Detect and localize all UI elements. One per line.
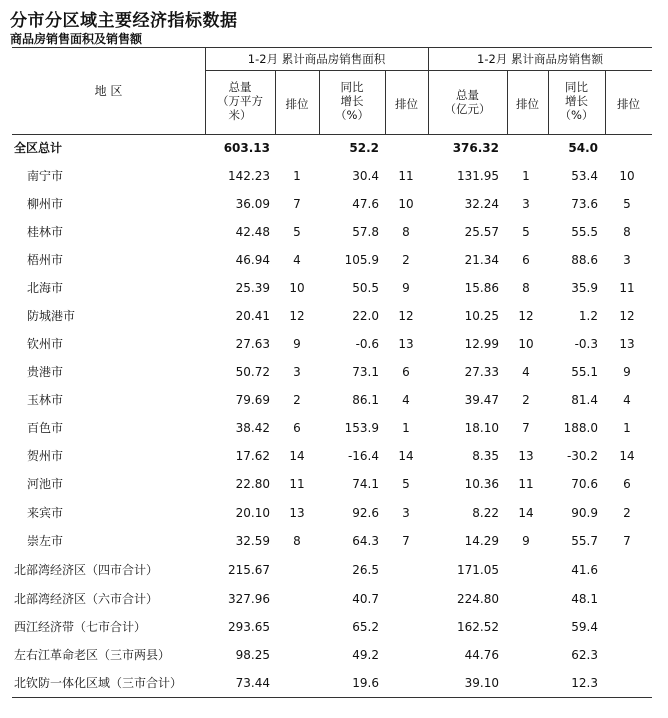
area-rank-cell: 14 (289, 449, 305, 463)
area-yoy-cell: 105.9 (344, 253, 379, 267)
area-cell: 98.25 (235, 648, 270, 662)
sales-yoy-header: 同比 增长 （%） (559, 80, 594, 122)
sales-yoy-cell: 54.0 (568, 141, 598, 155)
sales-cell: 25.57 (464, 225, 499, 239)
sales-cell: 171.05 (457, 563, 499, 577)
region-name: 贺州市 (27, 449, 64, 463)
area-rank-cell: 9 (293, 337, 301, 351)
region-name: 南宁市 (27, 169, 64, 183)
sales-yoy-rank-cell: 6 (623, 477, 631, 491)
area-cell: 603.13 (223, 141, 270, 155)
sales-yoy-cell: 53.4 (571, 169, 598, 183)
area-cell: 25.39 (235, 281, 270, 295)
sales-rank-cell: 10 (518, 337, 534, 351)
sales-cell: 21.34 (464, 253, 499, 267)
sales-yoy-cell: 59.4 (571, 620, 598, 634)
sales-rank-cell: 7 (522, 421, 530, 435)
area-yoy-cell: 26.5 (352, 563, 379, 577)
area-yoy-cell: 30.4 (352, 169, 379, 183)
area-rank-cell: 12 (289, 309, 305, 323)
area-yoy-rank-cell: 5 (402, 477, 410, 491)
sales-yoy-cell: -30.2 (566, 449, 598, 463)
sales-yoy-rank-cell: 4 (623, 393, 631, 407)
sales-rank-header: 排位 (516, 97, 539, 111)
sales-rank-cell: 14 (518, 506, 534, 520)
sales-yoy-rank-cell: 12 (619, 309, 635, 323)
sales-yoy-cell: 81.4 (571, 393, 598, 407)
sales-rank-cell: 4 (522, 365, 530, 379)
sales-cell: 8.22 (472, 506, 499, 520)
sales-yoy-rank-cell: 5 (623, 197, 631, 211)
sales-rank-cell: 6 (522, 253, 530, 267)
area-cell: 73.44 (235, 676, 270, 690)
sales-yoy-rank-cell: 3 (623, 253, 631, 267)
area-rank-cell: 8 (293, 534, 301, 548)
sales-rank-cell: 1 (522, 169, 530, 183)
area-yoy-rank-cell: 12 (398, 309, 414, 323)
region-name: 北部湾经济区（六市合计） (14, 592, 159, 606)
area-rank-cell: 5 (293, 225, 301, 239)
sales-cell: 8.35 (472, 449, 499, 463)
area-yoy-rank-cell: 13 (398, 337, 414, 351)
region-name: 河池市 (27, 477, 64, 491)
area-rank-cell: 2 (293, 393, 301, 407)
sales-rank-cell: 12 (518, 309, 534, 323)
sales-yoy-cell: 48.1 (571, 592, 598, 606)
area-rank-cell: 10 (289, 281, 305, 295)
area-cell: 20.41 (235, 309, 270, 323)
area-rank-cell: 7 (293, 197, 301, 211)
area-yoy-rank-cell: 4 (402, 393, 410, 407)
sales-yoy-cell: 1.2 (578, 309, 598, 323)
area-cell: 215.67 (228, 563, 270, 577)
sales-cell: 18.10 (464, 421, 499, 435)
sales-cell: 10.25 (464, 309, 499, 323)
sales-yoy-cell: -0.3 (574, 337, 598, 351)
area-yoy-cell: 64.3 (352, 534, 379, 548)
sales-cell: 14.29 (464, 534, 499, 548)
sales-rank-cell: 11 (518, 477, 534, 491)
area-yoy-cell: 40.7 (352, 592, 379, 606)
area-yoy-rank-cell: 8 (402, 225, 410, 239)
area-yoy-cell: 74.1 (352, 477, 379, 491)
sales-rank-cell: 3 (522, 197, 530, 211)
sales-cell: 131.95 (457, 169, 499, 183)
region-name: 左右江革命老区（三市两县） (14, 648, 171, 662)
region-name: 北部湾经济区（四市合计） (14, 563, 159, 577)
area-cell: 293.65 (228, 620, 270, 634)
area-yoy-cell: 47.6 (352, 197, 379, 211)
sales-yoy-rank-cell: 7 (623, 534, 631, 548)
header-bottom-rule (12, 134, 652, 135)
area-cell: 22.80 (235, 477, 270, 491)
sales-yoy-cell: 55.5 (571, 225, 598, 239)
sales-rank-cell: 9 (522, 534, 530, 548)
area-yoy-cell: 65.2 (352, 620, 379, 634)
sales-yoy-cell: 88.6 (571, 253, 598, 267)
area-yoy-rank-cell: 3 (402, 506, 410, 520)
area-cell: 79.69 (235, 393, 270, 407)
sales-yoy-rank-header: 排位 (617, 97, 640, 111)
region-name: 玉林市 (27, 393, 64, 407)
sales-yoy-cell: 55.7 (571, 534, 598, 548)
table-bottom-rule (12, 697, 652, 698)
area-yoy-header: 同比 增长 （%） (335, 80, 369, 122)
area-yoy-cell: 153.9 (344, 421, 379, 435)
sales-rank-cell: 8 (522, 281, 530, 295)
area-cell: 27.63 (235, 337, 270, 351)
sales-cell: 39.10 (464, 676, 499, 690)
sales-cell: 32.24 (464, 197, 499, 211)
sales-yoy-rank-cell: 10 (619, 169, 635, 183)
area-yoy-rank-cell: 14 (398, 449, 414, 463)
area-yoy-cell: 92.6 (352, 506, 379, 520)
sales-rank-cell: 2 (522, 393, 530, 407)
sales-cell: 224.80 (457, 592, 499, 606)
sales-cell: 15.86 (464, 281, 499, 295)
sales-cell: 10.36 (464, 477, 499, 491)
area-yoy-cell: 50.5 (352, 281, 379, 295)
area-cell: 46.94 (235, 253, 270, 267)
sales-rank-cell: 5 (522, 225, 530, 239)
sales-cell: 27.33 (464, 365, 499, 379)
area-yoy-rank-cell: 7 (402, 534, 410, 548)
sales-cell: 162.52 (457, 620, 499, 634)
area-cell: 50.72 (235, 365, 270, 379)
sales-rank-cell: 13 (518, 449, 534, 463)
sales-yoy-cell: 62.3 (571, 648, 598, 662)
area-cell: 142.23 (228, 169, 270, 183)
area-yoy-rank-cell: 9 (402, 281, 410, 295)
sales-cell: 12.99 (464, 337, 499, 351)
sales-yoy-rank-cell: 8 (623, 225, 631, 239)
area-yoy-cell: -0.6 (355, 337, 379, 351)
sales-cell: 376.32 (452, 141, 499, 155)
area-yoy-cell: 52.2 (349, 141, 379, 155)
sales-yoy-rank-cell: 11 (619, 281, 635, 295)
region-name: 百色市 (27, 421, 64, 435)
sales-cell: 39.47 (464, 393, 499, 407)
sales-yoy-rank-cell: 1 (623, 421, 631, 435)
region-name: 崇左市 (27, 534, 64, 548)
sales-group-header: 1-2月 累计商品房销售额 (477, 52, 603, 66)
area-yoy-cell: 19.6 (352, 676, 379, 690)
region-name: 防城港市 (27, 309, 76, 323)
sales-total-header: 总量 （亿元） (444, 88, 491, 116)
area-cell: 327.96 (228, 592, 270, 606)
area-yoy-cell: 57.8 (352, 225, 379, 239)
area-cell: 32.59 (235, 534, 270, 548)
sales-yoy-cell: 35.9 (571, 281, 598, 295)
area-group-header: 1-2月 累计商品房销售面积 (247, 52, 386, 66)
region-name: 西江经济带（七市合计） (14, 620, 147, 634)
area-cell: 42.48 (235, 225, 270, 239)
sales-yoy-rank-cell: 2 (623, 506, 631, 520)
area-rank-header: 排位 (285, 97, 309, 111)
table-subtitle: 商品房销售面积及销售额 (10, 32, 143, 46)
sales-cell: 44.76 (464, 648, 499, 662)
area-yoy-cell: -16.4 (347, 449, 379, 463)
area-cell: 20.10 (235, 506, 270, 520)
area-cell: 38.42 (235, 421, 270, 435)
sales-yoy-cell: 70.6 (571, 477, 598, 491)
region-name: 来宾市 (27, 506, 64, 520)
region-name: 钦州市 (27, 337, 64, 351)
area-yoy-rank-cell: 10 (398, 197, 414, 211)
area-rank-cell: 13 (289, 506, 305, 520)
area-rank-cell: 11 (289, 477, 305, 491)
area-rank-cell: 1 (293, 169, 301, 183)
area-yoy-rank-cell: 1 (402, 421, 410, 435)
area-yoy-cell: 73.1 (352, 365, 379, 379)
sales-yoy-cell: 188.0 (563, 421, 598, 435)
region-name: 柳州市 (27, 197, 64, 211)
region-name: 北海市 (27, 281, 64, 295)
area-yoy-rank-header: 排位 (395, 97, 418, 111)
sales-yoy-rank-cell: 13 (619, 337, 635, 351)
area-total-header: 总量 （万平方 米） (217, 80, 263, 122)
area-rank-cell: 3 (293, 365, 301, 379)
sales-yoy-cell: 12.3 (571, 676, 598, 690)
area-cell: 17.62 (235, 449, 270, 463)
area-yoy-cell: 86.1 (352, 393, 379, 407)
sales-yoy-cell: 41.6 (571, 563, 598, 577)
area-yoy-rank-cell: 2 (402, 253, 410, 267)
sales-yoy-rank-cell: 14 (619, 449, 635, 463)
sales-yoy-rank-cell: 9 (623, 365, 631, 379)
region-name: 全区总计 (14, 141, 63, 155)
sales-yoy-cell: 73.6 (571, 197, 598, 211)
area-yoy-rank-cell: 6 (402, 365, 410, 379)
region-name: 桂林市 (27, 225, 64, 239)
area-yoy-rank-cell: 11 (398, 169, 414, 183)
sales-yoy-cell: 90.9 (571, 506, 598, 520)
region-name: 贵港市 (27, 365, 64, 379)
sales-yoy-cell: 55.1 (571, 365, 598, 379)
page-title: 分市分区域主要经济指标数据 (10, 11, 238, 31)
area-yoy-cell: 22.0 (352, 309, 379, 323)
table-top-rule (12, 47, 652, 48)
area-rank-cell: 6 (293, 421, 301, 435)
region-name: 梧州市 (27, 253, 64, 267)
region-header: 地 区 (94, 84, 123, 98)
area-cell: 36.09 (235, 197, 270, 211)
area-rank-cell: 4 (293, 253, 301, 267)
region-name: 北钦防一体化区域（三市合计） (14, 676, 183, 690)
area-yoy-cell: 49.2 (352, 648, 379, 662)
